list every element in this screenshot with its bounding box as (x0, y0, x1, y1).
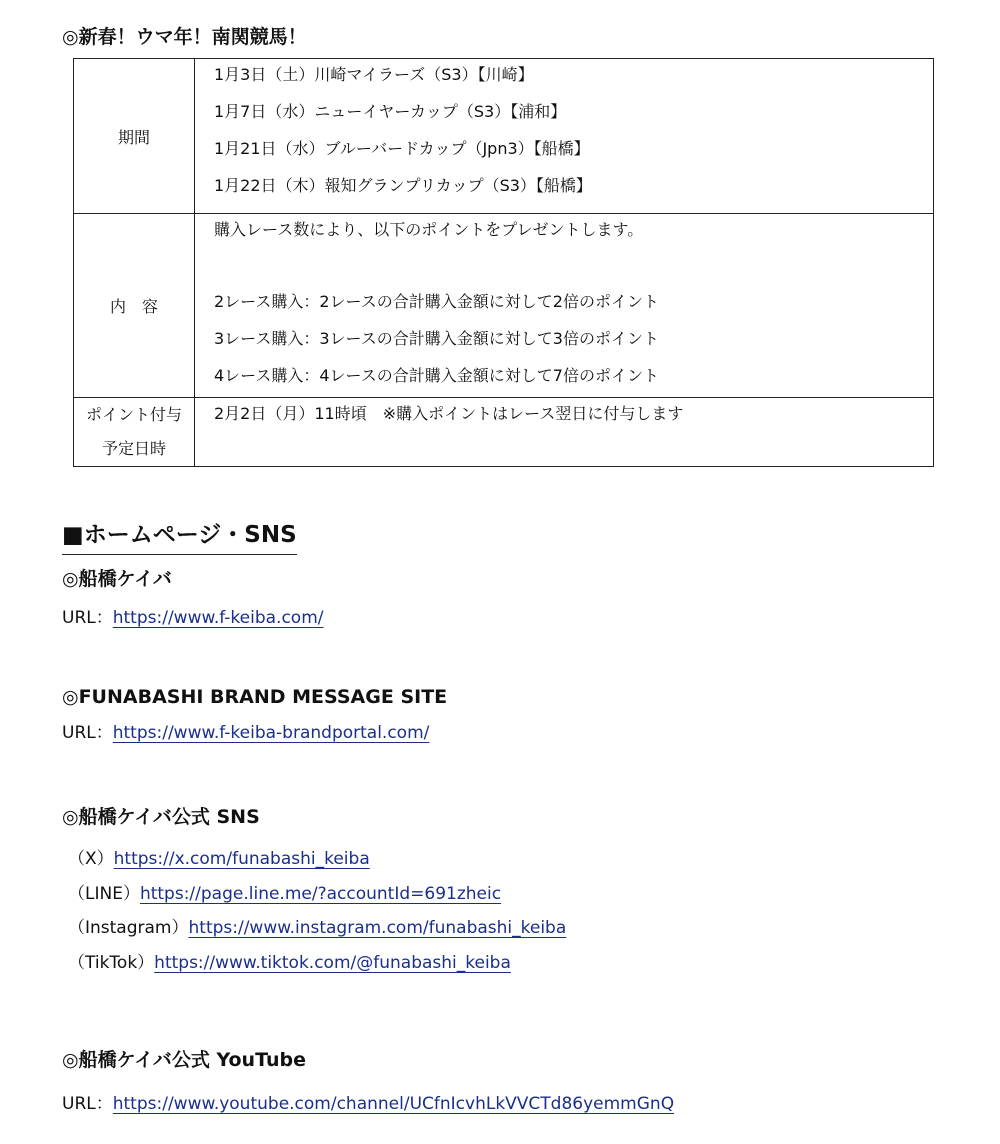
grant-content (195, 398, 934, 467)
content-spacer (214, 251, 933, 286)
content-label: 内 容 (74, 214, 195, 398)
sns-heading: ◎船橋ケイバ公式 SNS (62, 806, 260, 828)
sns-prefix: （LINE） (68, 884, 140, 904)
funabashi-url-link[interactable]: https://www.f-keiba.com/ (112, 608, 324, 628)
sns-prefix: （Instagram） (68, 918, 189, 938)
campaign-table (73, 58, 934, 467)
content-line: 4レース購入：4レースの合計購入金額に対して7倍のポイント (214, 366, 659, 385)
content-row (74, 214, 934, 398)
brand-heading: ◎FUNABASHI BRAND MESSAGE SITE (62, 686, 448, 708)
sns-instagram-link[interactable]: https://www.instagram.com/funabashi_keiba (188, 918, 567, 938)
url-prefix: URL： (62, 723, 113, 743)
period-row (74, 59, 934, 214)
content-intro: 購入レース数により、以下のポイントをプレゼントします。 (214, 220, 644, 239)
youtube-url-line (62, 1092, 674, 1116)
campaign-heading: ◎新春！ウマ年！南関競馬！ (62, 26, 307, 48)
brand-url-line (62, 721, 429, 745)
youtube-heading: ◎船橋ケイバ公式 YouTube (62, 1049, 306, 1071)
period-label: 期間 (74, 59, 195, 214)
content-body (195, 214, 934, 398)
sns-x-line (68, 847, 370, 871)
url-prefix: URL： (62, 1094, 113, 1114)
brand-url-link[interactable]: https://www.f-keiba-brandportal.com/ (112, 723, 430, 743)
content-line: 3レース購入：3レースの合計購入金額に対して3倍のポイント (214, 329, 659, 348)
sns-line-link[interactable]: https://page.line.me/?accountId=691zheic (139, 884, 502, 904)
grant-label (74, 398, 195, 467)
period-line: 1月21日（水）ブルーバードカップ（Jpn3）【船橋】 (214, 139, 590, 158)
period-line: 1月22日（木）報知グランプリカップ（S3）【船橋】 (214, 176, 592, 195)
funabashi-url-line (62, 606, 323, 630)
grant-label-line1: ポイント付与 (85, 405, 182, 424)
sns-x-link[interactable]: https://x.com/funabashi_keiba (113, 849, 370, 869)
grant-text: 2月2日（月）11時頃 ※購入ポイントはレース翌日に付与します (214, 404, 684, 423)
sns-prefix: （X） (68, 849, 114, 869)
funabashi-heading: ◎船橋ケイバ (62, 568, 172, 590)
sns-line-line (68, 882, 501, 906)
homepage-section-title: ■ホームページ・SNS (62, 519, 297, 555)
grant-label-line2: 予定日時 (101, 439, 166, 458)
sns-tiktok-line (68, 951, 511, 975)
youtube-url-link[interactable]: https://www.youtube.com/channel/UCfnIcvhLkVVCTd86yemmGnQ (112, 1094, 675, 1114)
content-line: 2レース購入：2レースの合計購入金額に対して2倍のポイント (214, 292, 659, 311)
period-line: 1月7日（水）ニューイヤーカップ（S3）【浦和】 (214, 102, 567, 121)
sns-prefix: （TikTok） (68, 953, 155, 973)
sns-instagram-line (68, 916, 566, 940)
url-prefix: URL： (62, 608, 113, 628)
period-line: 1月3日（土）川崎マイラーズ（S3）【川崎】 (214, 65, 534, 84)
sns-tiktok-link[interactable]: https://www.tiktok.com/@funabashi_keiba (154, 953, 511, 973)
period-content (195, 59, 934, 214)
grant-row (74, 398, 934, 467)
